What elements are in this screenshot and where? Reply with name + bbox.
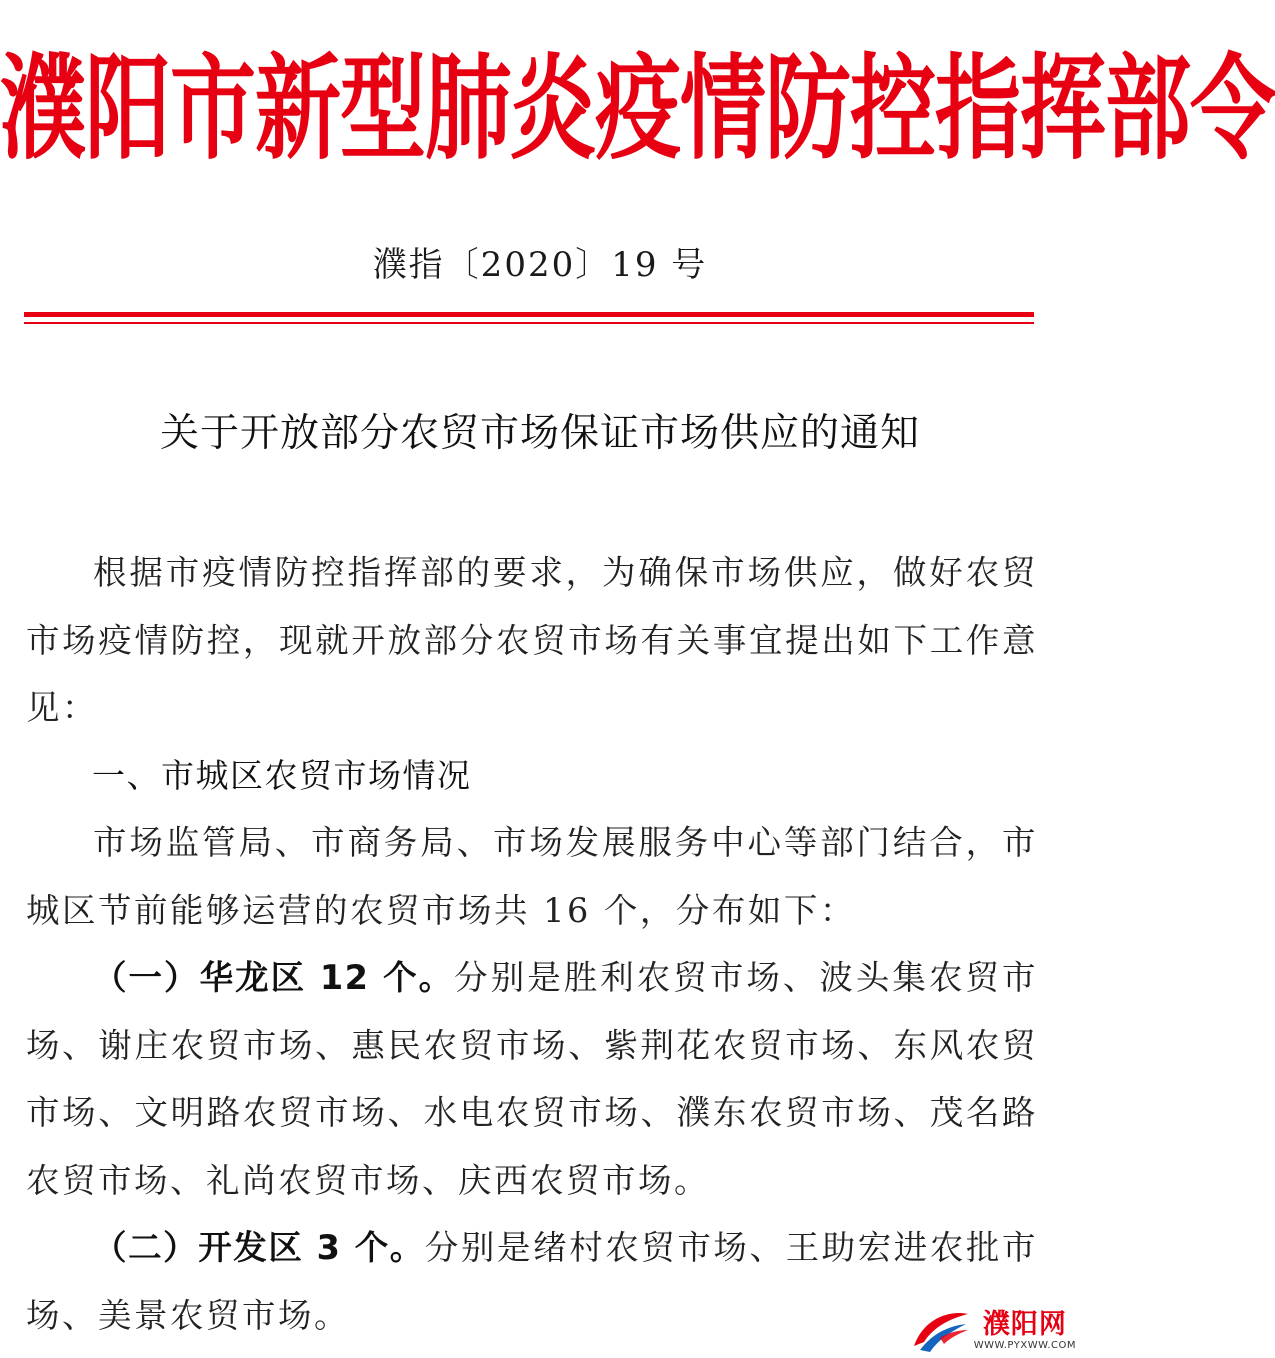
- issuer-header: 濮阳市新型肺炎疫情防控指挥部令: [0, 43, 1275, 176]
- document-number: 濮指〔2020〕19 号: [372, 245, 708, 285]
- watermark-text: [974, 1310, 1076, 1352]
- notice-body: [26, 539, 1038, 1349]
- item-lead: （一）华龙区 12 个。: [93, 958, 455, 997]
- item-lead: （二）开发区 3 个。: [93, 1228, 425, 1267]
- item-text: 分别是胜利农贸市场、波头集农贸市场、谢庄农贸市场、惠民农贸市场、紫荆花农贸市场、东风农贸市场、文明路农贸市场、水电农贸市场、濮东农贸市场、茂名路农贸市场、礼尚农贸市场、庆西农贸市场。: [26, 958, 1038, 1200]
- watermark-url: WWW.PYXWW.COM: [973, 1340, 1076, 1351]
- red-divider-thin: [24, 322, 1034, 324]
- intro-paragraph: 根据市疫情防控指挥部的要求，为确保市场供应，做好农贸市场疫情防控，现就开放部分农贸市场有关事宜提出如下工作意见：: [26, 553, 1038, 727]
- list-item-kaifa: [26, 1214, 1038, 1349]
- watermark-name: 濮阳网: [982, 1309, 1067, 1340]
- watermark-logo-icon: [910, 1308, 972, 1354]
- notice-title: 关于开放部分农贸市场保证市场供应的通知: [159, 411, 920, 456]
- watermark: [910, 1308, 1076, 1354]
- section-heading: 一、市城区农贸市场情况: [92, 755, 472, 795]
- list-item-hualong: [26, 944, 1038, 1214]
- red-divider-thick: [24, 312, 1034, 317]
- item-text: 分别是绪村农贸市场、王助宏进农批市场、美景农贸市场。: [26, 1228, 1039, 1335]
- section-paragraph: 市场监管局、市商务局、市场发展服务中心等部门结合，市城区节前能够运营的农贸市场共 16 个，分布如下：: [26, 823, 1038, 930]
